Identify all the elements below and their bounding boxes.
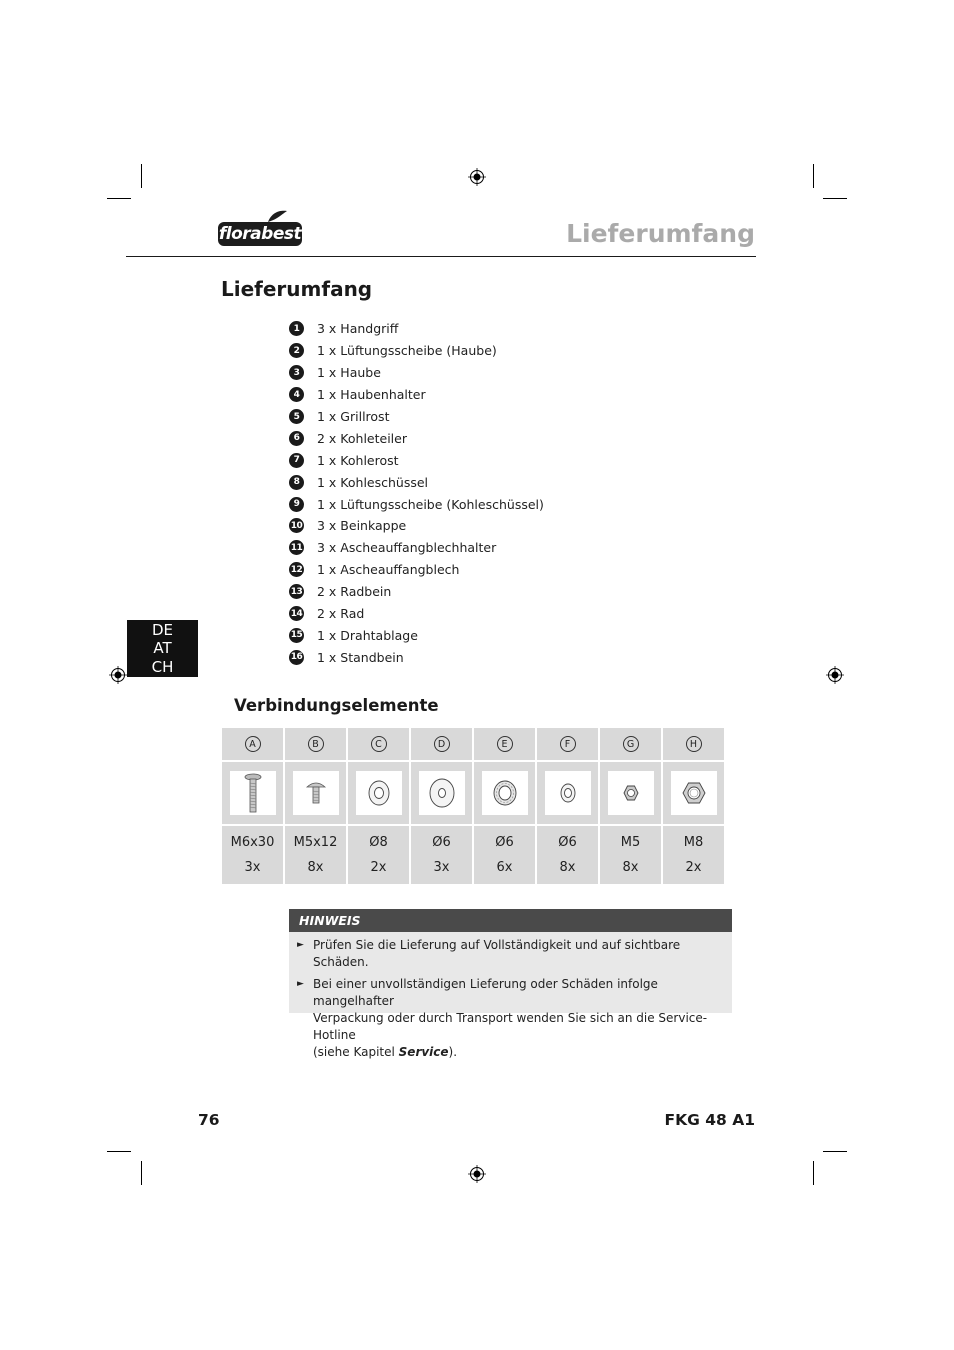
list-item-label: 1 x Lüftungsscheibe (Kohleschüssel) <box>317 496 544 512</box>
table-cell: 8x <box>600 850 661 884</box>
item-number-badge: 3 <box>289 365 304 380</box>
item-number-badge: 15 <box>289 628 304 643</box>
table-cell <box>348 728 409 760</box>
letter-badge: C <box>371 736 387 752</box>
table-cell <box>600 760 661 826</box>
item-number-badge: 11 <box>289 540 304 555</box>
subsection-title: Verbindungselemente <box>234 696 439 715</box>
model-number: FKG 48 A1 <box>664 1111 755 1129</box>
table-cell <box>222 728 283 760</box>
table-row <box>222 850 724 884</box>
list-item-label: 2 x Kohleteiler <box>317 430 407 446</box>
list-item-label: 2 x Rad <box>317 606 365 622</box>
list-item-label: 1 x Kohlerost <box>317 452 399 468</box>
table-cell: Ø6 <box>474 826 535 850</box>
registration-mark-icon <box>468 1165 486 1183</box>
letter-badge: H <box>686 736 702 752</box>
item-number-badge: 16 <box>289 650 304 665</box>
crop-mark <box>813 164 814 188</box>
bolt-long-icon <box>230 771 276 815</box>
list-item <box>289 493 544 515</box>
letter-badge: G <box>623 736 639 752</box>
table-cell <box>411 728 472 760</box>
table-cell <box>537 728 598 760</box>
table-cell <box>600 728 661 760</box>
arrow-right-icon: ► <box>297 979 304 989</box>
section-title: Lieferumfang <box>221 277 373 301</box>
note-text: Prüfen Sie die Lieferung auf Vollständigkeit und auf sichtbare Schäden. <box>313 938 681 969</box>
brand-logo <box>218 214 304 248</box>
list-item <box>289 471 544 493</box>
item-number-badge: 1 <box>289 321 304 336</box>
table-cell: 8x <box>285 850 346 884</box>
table-cell: Ø6 <box>411 826 472 850</box>
table-cell: 6x <box>474 850 535 884</box>
table-cell: 2x <box>663 850 724 884</box>
washer-large-icon <box>419 771 465 815</box>
bolt-short-icon <box>293 771 339 815</box>
table-cell <box>474 728 535 760</box>
crop-mark <box>823 1151 847 1152</box>
item-number-badge: 5 <box>289 409 304 424</box>
header-divider <box>126 256 756 257</box>
language-code: CH <box>151 657 174 676</box>
crop-mark <box>823 198 847 199</box>
list-item <box>289 340 544 362</box>
letter-badge: F <box>560 736 576 752</box>
washer-small-icon <box>545 771 591 815</box>
table-cell <box>537 760 598 826</box>
item-number-badge: 8 <box>289 475 304 490</box>
crop-mark <box>141 1161 142 1185</box>
table-cell: M6x30 <box>222 826 283 850</box>
list-item <box>289 646 544 668</box>
letter-badge: D <box>434 736 450 752</box>
item-number-badge: 14 <box>289 606 304 621</box>
note-item <box>289 937 732 971</box>
list-item <box>289 581 544 603</box>
item-number-badge: 13 <box>289 584 304 599</box>
list-item <box>289 318 544 340</box>
letter-badge: B <box>308 736 324 752</box>
list-item-label: 1 x Standbein <box>317 649 404 665</box>
crop-mark <box>813 1161 814 1185</box>
note-text: (siehe Kapitel <box>313 1045 399 1059</box>
item-number-badge: 7 <box>289 453 304 468</box>
table-cell: M5 <box>600 826 661 850</box>
table-cell <box>663 760 724 826</box>
list-item <box>289 624 544 646</box>
language-tab <box>127 620 198 677</box>
list-item <box>289 559 544 581</box>
letter-badge: A <box>245 736 261 752</box>
registration-mark-icon <box>826 666 844 684</box>
table-row <box>222 728 724 760</box>
fasteners-table <box>220 728 726 884</box>
list-item-label: 3 x Ascheauffangblechhalter <box>317 540 497 556</box>
arrow-right-icon: ► <box>297 940 304 950</box>
table-cell <box>222 760 283 826</box>
table-row <box>222 826 724 850</box>
spring-washer-icon <box>482 771 528 815</box>
item-number-badge: 6 <box>289 431 304 446</box>
list-item <box>289 603 544 625</box>
item-number-badge: 10 <box>289 518 304 533</box>
list-item-label: 1 x Haubenhalter <box>317 387 426 403</box>
list-item-label: 1 x Haube <box>317 365 381 381</box>
list-item <box>289 406 544 428</box>
note-title: HINWEIS <box>289 909 732 932</box>
table-cell <box>285 760 346 826</box>
language-code: DE <box>151 620 174 639</box>
list-item <box>289 427 544 449</box>
table-cell <box>285 728 346 760</box>
table-cell: M8 <box>663 826 724 850</box>
table-cell: 3x <box>222 850 283 884</box>
registration-mark-icon <box>109 666 127 684</box>
table-cell <box>474 760 535 826</box>
table-cell: 2x <box>348 850 409 884</box>
list-item-label: 1 x Grillrost <box>317 409 390 424</box>
list-item <box>289 537 544 559</box>
list-item <box>289 515 544 537</box>
nut-small-icon <box>608 771 654 815</box>
table-cell: 3x <box>411 850 472 884</box>
list-item-label: 3 x Handgriff <box>317 321 399 337</box>
crop-mark <box>107 1151 131 1152</box>
table-cell: Ø8 <box>348 826 409 850</box>
note-box <box>289 909 732 1059</box>
list-item <box>289 384 544 406</box>
list-item-label: 1 x Lüftungsscheibe (Haube) <box>317 343 497 359</box>
nut-large-icon <box>671 771 717 815</box>
list-item-label: 3 x Beinkappe <box>317 518 407 534</box>
note-text: Verpackung oder durch Transport wenden Sie sich an die Service-Hotline <box>313 1011 708 1042</box>
note-item <box>289 976 732 1061</box>
list-item <box>289 362 544 384</box>
list-item-label: 2 x Radbein <box>317 584 392 600</box>
header-title: Lieferumfang <box>566 219 755 248</box>
item-number-badge: 9 <box>289 497 304 512</box>
table-cell <box>663 728 724 760</box>
language-code: AT <box>153 639 172 658</box>
crop-mark <box>107 198 131 199</box>
crop-mark <box>141 164 142 188</box>
registration-mark-icon <box>468 168 486 186</box>
list-item <box>289 449 544 471</box>
note-text: ). <box>448 1045 458 1059</box>
list-item-label: 1 x Kohleschüssel <box>317 474 429 490</box>
letter-badge: E <box>497 736 513 752</box>
item-number-badge: 2 <box>289 343 304 358</box>
page-number: 76 <box>198 1111 220 1129</box>
item-number-badge: 12 <box>289 562 304 577</box>
table-cell: 8x <box>537 850 598 884</box>
list-item-label: 1 x Ascheauffangblech <box>317 562 460 578</box>
table-row <box>222 760 724 826</box>
note-text: Bei einer unvollständigen Lieferung oder Schäden infolge mangelhafter <box>313 977 658 1008</box>
brand-logo-text: florabest <box>218 224 302 244</box>
table-cell: Ø6 <box>537 826 598 850</box>
table-cell <box>348 760 409 826</box>
table-cell: M5x12 <box>285 826 346 850</box>
table-cell <box>411 760 472 826</box>
chapter-reference: Service <box>398 1045 449 1059</box>
parts-list <box>289 318 544 668</box>
item-number-badge: 4 <box>289 387 304 402</box>
washer-icon <box>356 771 402 815</box>
list-item-label: 1 x Drahtablage <box>317 627 418 643</box>
